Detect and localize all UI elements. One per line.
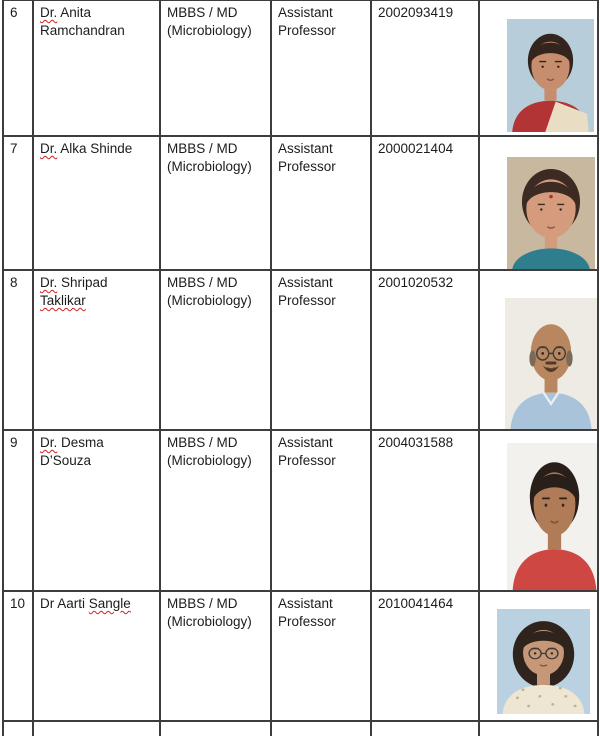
clipped-cell: [271, 721, 371, 736]
cell-designation: Assistant Professor: [271, 0, 371, 136]
name-fragment: Shripad: [57, 275, 108, 290]
name-fragment: Alka Shinde: [57, 141, 133, 156]
cell-qualification: MBBS / MD (Microbiology): [160, 430, 271, 591]
table-row: [3, 136, 598, 270]
cell-photo: [479, 270, 598, 430]
person-name: [40, 5, 125, 38]
clipped-cell: [33, 721, 160, 736]
cell-designation: Assistant Professor: [271, 136, 371, 270]
name-fragment: Sangle: [88, 596, 131, 611]
cell-qualification: MBBS / MD (Microbiology): [160, 591, 271, 721]
name-fragment: Dr Aarti: [40, 596, 89, 611]
table-row: [3, 270, 598, 430]
name-fragment: Dr.: [40, 5, 58, 20]
woman-curly-glasses-portrait-photo: [497, 609, 590, 714]
clipped-cell: [3, 721, 33, 736]
cell-qualification: MBBS / MD (Microbiology): [160, 270, 271, 430]
woman-closeup-portrait-photo: [507, 157, 595, 269]
woman-red-top-portrait-photo: [507, 443, 598, 590]
cell-designation: Assistant Professor: [271, 270, 371, 430]
cell-registration-no: 2000021404: [371, 136, 479, 270]
woman-sari-portrait-photo: [507, 19, 594, 132]
cell-registration-no: 2001020532: [371, 270, 479, 430]
cell-sr-no: 9: [3, 430, 33, 591]
cell-name: [33, 591, 160, 721]
cell-sr-no: 6: [3, 0, 33, 136]
person-name: [40, 275, 108, 308]
bald-man-glasses-portrait-photo: [505, 298, 597, 429]
person-name: [40, 141, 132, 156]
cell-photo: [479, 136, 598, 270]
name-fragment: Taklikar: [40, 293, 86, 308]
person-name: [40, 596, 131, 611]
cell-sr-no: 8: [3, 270, 33, 430]
clipped-cell: [160, 721, 271, 736]
table-row: [3, 591, 598, 721]
cell-qualification: MBBS / MD (Microbiology): [160, 0, 271, 136]
faculty-table: [2, 0, 599, 736]
cell-name: [33, 136, 160, 270]
name-fragment: Dr.: [40, 141, 58, 156]
name-fragment: Desma D’Souza: [40, 435, 104, 468]
cell-photo: [479, 0, 598, 136]
name-fragment: Dr.: [40, 275, 58, 290]
cell-designation: Assistant Professor: [271, 591, 371, 721]
cell-sr-no: 7: [3, 136, 33, 270]
person-name: [40, 435, 104, 468]
cell-photo: [479, 430, 598, 591]
cell-registration-no: 2004031588: [371, 430, 479, 591]
name-fragment: Anita Ramchandran: [40, 5, 125, 38]
cell-qualification: MBBS / MD (Microbiology): [160, 136, 271, 270]
cell-registration-no: 2002093419: [371, 0, 479, 136]
cell-name: [33, 430, 160, 591]
cell-name: [33, 270, 160, 430]
cell-name: [33, 0, 160, 136]
cell-registration-no: 2010041464: [371, 591, 479, 721]
table-row: [3, 430, 598, 591]
cell-designation: Assistant Professor: [271, 430, 371, 591]
table-row: [3, 0, 598, 136]
cell-sr-no: 10: [3, 591, 33, 721]
name-fragment: Dr.: [40, 435, 58, 450]
clipped-cell: [371, 721, 479, 736]
clipped-cell: [479, 721, 598, 736]
cell-photo: [479, 591, 598, 721]
clipped-row-below: [3, 721, 598, 736]
